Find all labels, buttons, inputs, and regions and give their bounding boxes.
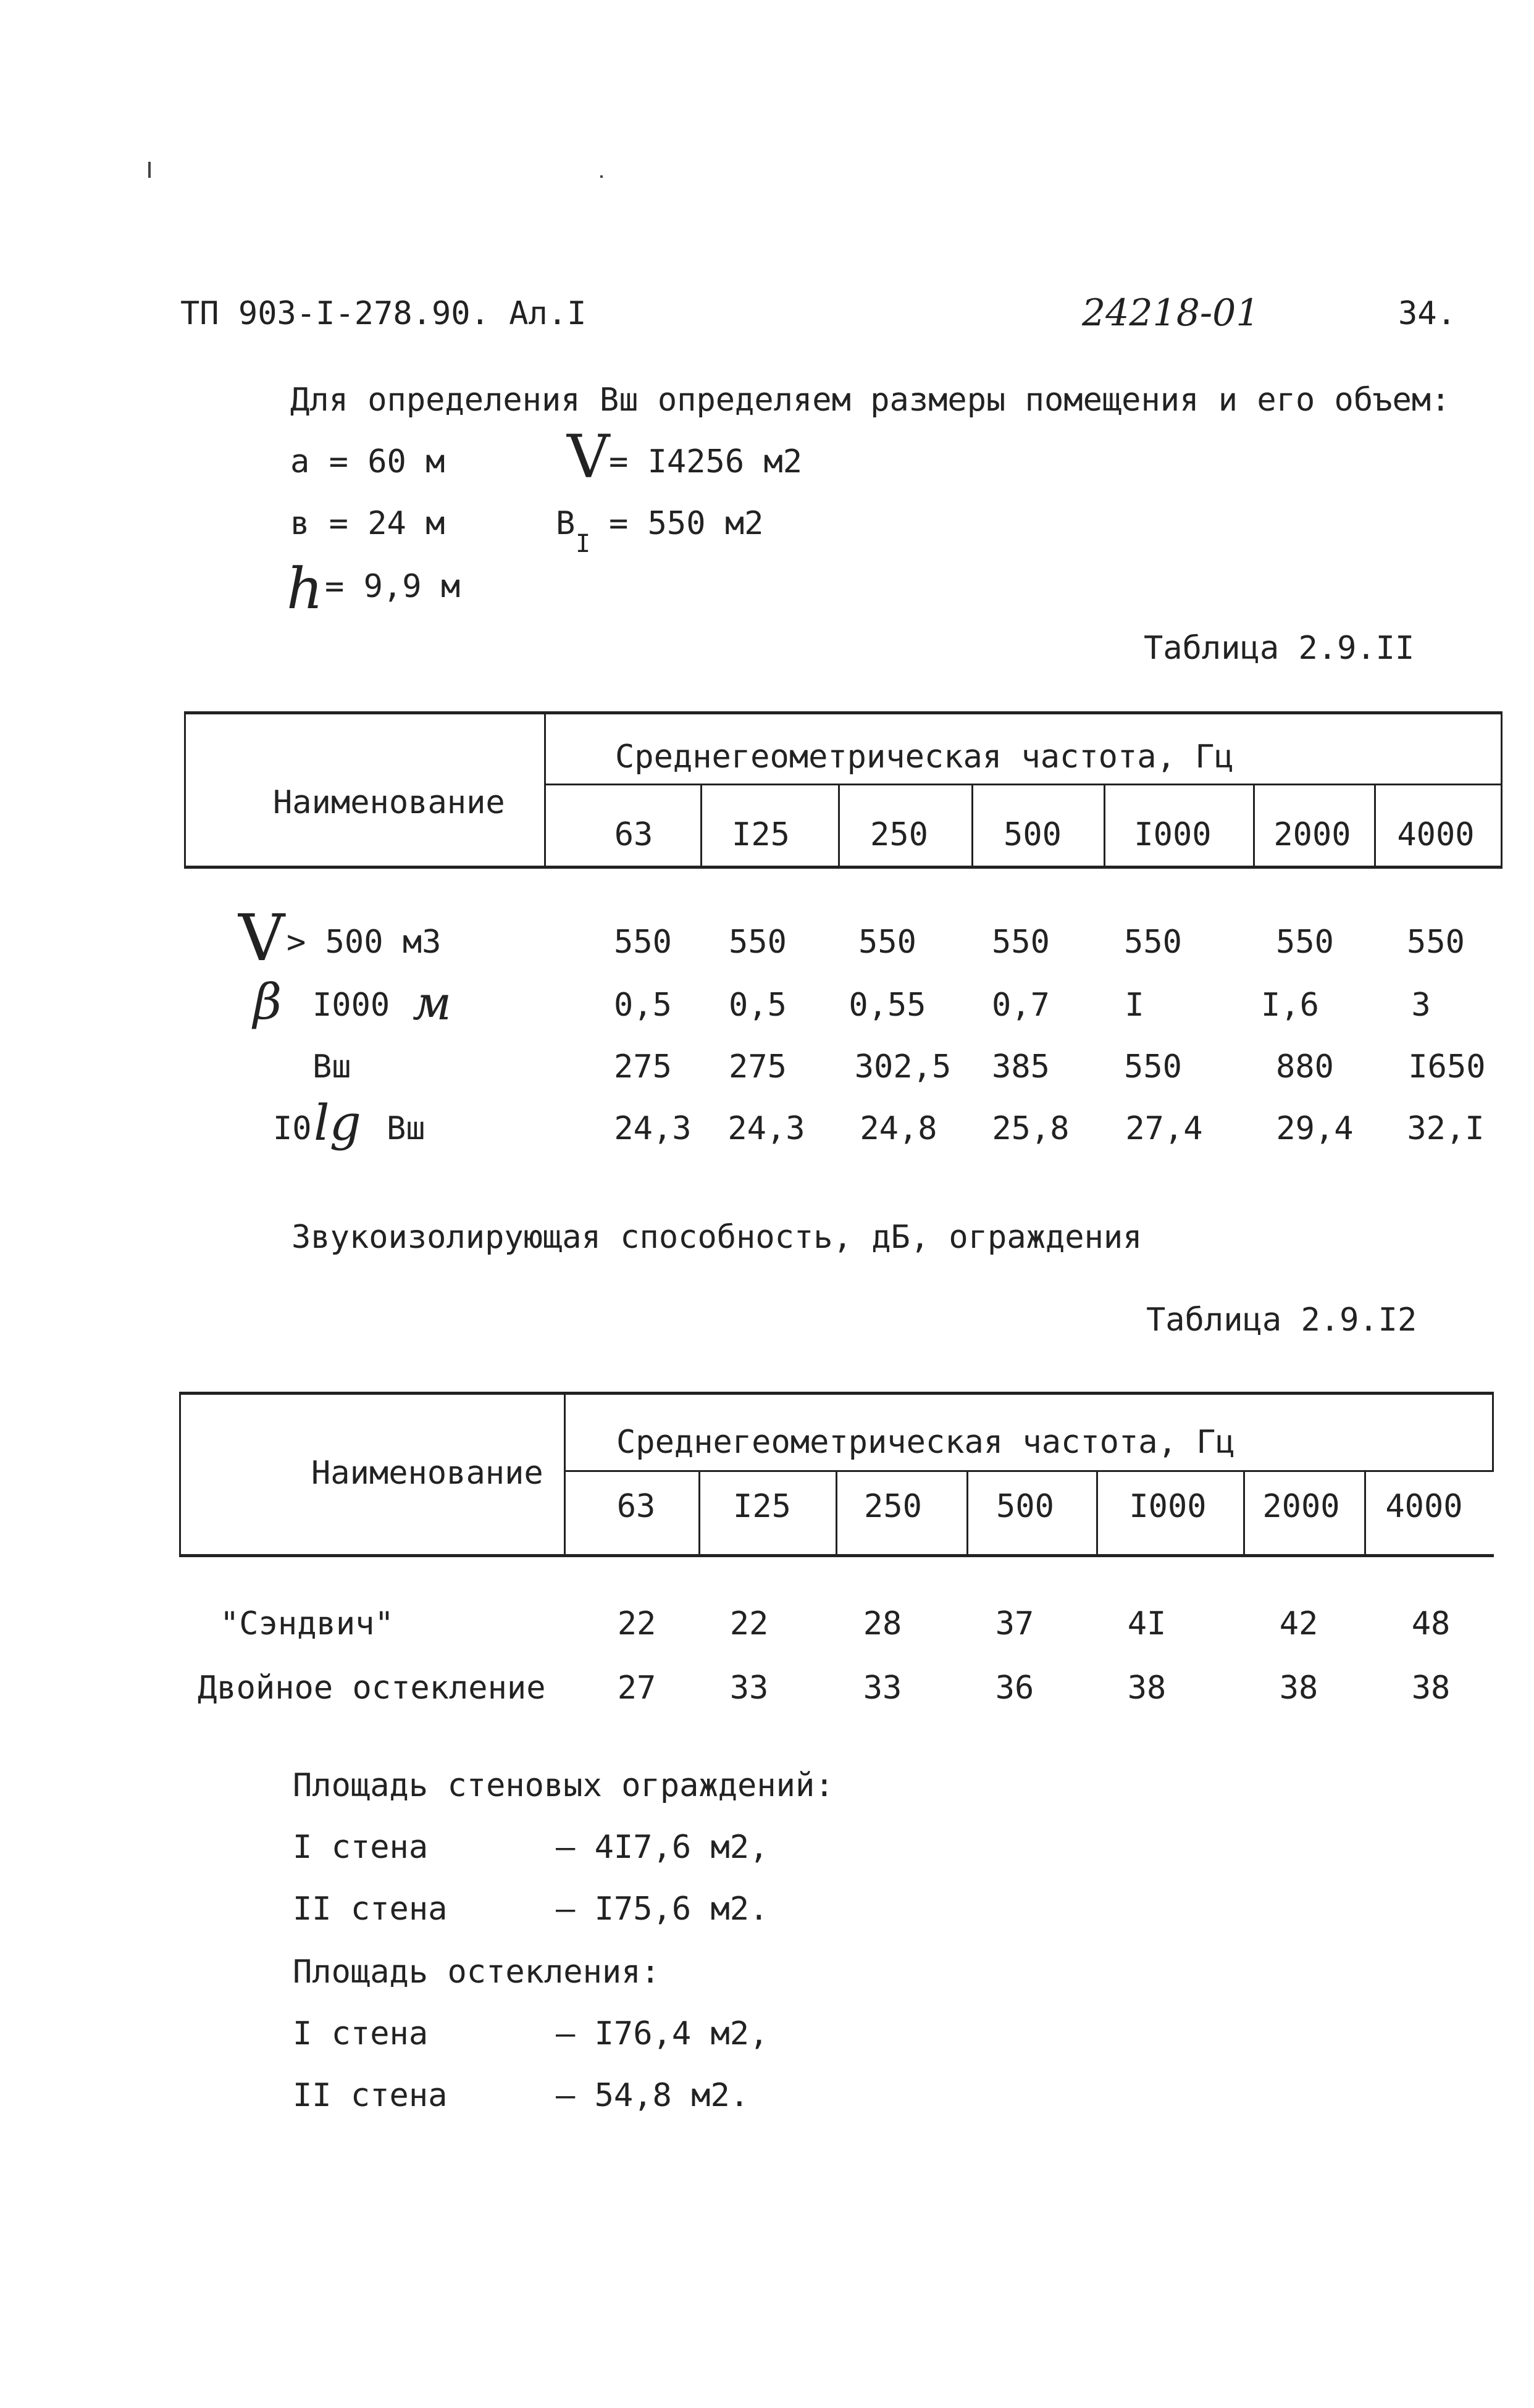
- t2-r2-c1: 27: [617, 1670, 656, 1707]
- table2-col-divider: [564, 1395, 566, 1554]
- param-v-value: = I4256 м2: [609, 443, 803, 480]
- t1-r1-c6: 550: [1276, 924, 1334, 961]
- t2-r2-c3: 33: [863, 1670, 902, 1707]
- scan-speck: [600, 175, 603, 178]
- t1-r2-c5: I: [1125, 987, 1144, 1024]
- table1-row3-label: Вш: [312, 1048, 351, 1085]
- table1-row2-unit: м: [413, 976, 452, 1031]
- section-title: Звукоизолирующая способность, дБ, ограждения: [291, 1219, 1142, 1256]
- table2-freq-divider: [564, 1470, 1494, 1472]
- param-a: а = 60 м: [290, 443, 445, 480]
- t1-r4-c3: 24,8: [860, 1110, 937, 1147]
- doc-code: ТП 903-I-278.90. Ал.I: [180, 295, 587, 332]
- param-b1-symbol: B: [556, 505, 576, 542]
- t1-r1-c2: 550: [729, 924, 787, 961]
- param-h-symbol: h: [287, 556, 324, 622]
- t1-r4-c2: 24,3: [727, 1110, 805, 1147]
- param-v-symbol: V: [567, 422, 610, 491]
- table2-name-header: Наименование: [311, 1455, 543, 1492]
- wall1-label: I стена: [293, 1829, 429, 1866]
- t2-r1-c3: 28: [863, 1605, 902, 1642]
- t2-r1-c4: 37: [995, 1605, 1034, 1642]
- t1-r3-c1: 275: [614, 1048, 672, 1085]
- table1-freq-125: I25: [732, 816, 790, 853]
- glaze1-value: – I76,4 м2,: [556, 2015, 769, 2052]
- wall2-value: – I75,6 м2.: [556, 1891, 769, 1928]
- glaze1-label: I стена: [293, 2015, 429, 2052]
- wall1-value: – 4I7,6 м2,: [556, 1829, 769, 1866]
- t1-r3-c2: 275: [729, 1048, 787, 1085]
- t2-r1-c5: 4I: [1127, 1605, 1167, 1642]
- table1-row4-label: Вш: [387, 1110, 425, 1147]
- table1-freq-500: 500: [1004, 816, 1062, 853]
- table2-freq-4000: 4000: [1385, 1488, 1463, 1525]
- intro-sentence: Для определения Вш определяем размеры помещения и его объем:: [290, 382, 1451, 419]
- t2-r2-c2: 33: [729, 1670, 769, 1707]
- t2-r1-c6: 42: [1279, 1605, 1318, 1642]
- inventory-number: 24218-01: [1082, 291, 1260, 335]
- param-b1-value: = 550 м2: [609, 505, 764, 542]
- t2-r1-c2: 22: [729, 1605, 769, 1642]
- t1-r3-c6: 880: [1276, 1048, 1334, 1085]
- table1-row2-label: I000: [312, 987, 390, 1024]
- param-b1-subscript: I: [576, 530, 591, 558]
- t1-r2-c1: 0,5: [614, 987, 672, 1024]
- table1-caption: Таблица 2.9.II: [1144, 630, 1415, 667]
- glaze2-label: II стена: [293, 2077, 448, 2114]
- table2-freq-63: 63: [616, 1488, 656, 1525]
- table2-freq-header: Среднегеометрическая частота, Гц: [616, 1424, 1235, 1461]
- t1-r2-c4: 0,7: [992, 987, 1050, 1024]
- table2-right-border: [1492, 1395, 1494, 1472]
- wall2-label: II стена: [293, 1891, 448, 1928]
- table2-row2-label: Двойное остекление: [198, 1670, 546, 1707]
- table2-row1-label: "Сэндвич": [220, 1605, 394, 1642]
- table1-col-divider: [544, 714, 546, 866]
- t1-r4-c4: 25,8: [992, 1110, 1070, 1147]
- table2-freq-125: I25: [733, 1488, 791, 1525]
- t1-r2-c2: 0,5: [729, 987, 787, 1024]
- t1-r1-c1: 550: [614, 924, 672, 961]
- t1-r1-c5: 550: [1124, 924, 1182, 961]
- glazing-title: Площадь остекления:: [293, 1954, 660, 1991]
- table1-name-header: Наименование: [273, 784, 505, 821]
- t1-r1-c4: 550: [992, 924, 1050, 961]
- table1-freq-header: Среднегеометрическая частота, Гц: [615, 738, 1234, 775]
- glaze2-value: – 54,8 м2.: [556, 2077, 750, 2114]
- t2-r2-c6: 38: [1279, 1670, 1318, 1707]
- t1-r1-c3: 550: [858, 924, 916, 961]
- t1-r4-c6: 29,4: [1276, 1110, 1354, 1147]
- table1-freq-250: 250: [870, 816, 928, 853]
- t2-r1-c7: 48: [1411, 1605, 1451, 1642]
- t1-r3-c7: I650: [1408, 1048, 1486, 1085]
- table2-freq-500: 500: [996, 1488, 1054, 1525]
- t1-r1-c7: 550: [1407, 924, 1465, 961]
- t2-r2-c4: 36: [995, 1670, 1034, 1707]
- table1-row1-label: > 500 м3: [287, 924, 442, 961]
- t1-r2-c3: 0,55: [849, 987, 926, 1024]
- t1-r3-c5: 550: [1124, 1048, 1182, 1085]
- walls-title: Площадь стеновых ограждений:: [293, 1767, 834, 1804]
- table1-row4-prefix: I0: [273, 1110, 312, 1147]
- table1-row1-symbol: V: [238, 900, 285, 976]
- t1-r3-c3: 302,5: [854, 1048, 952, 1085]
- t1-r4-c7: 32,I: [1407, 1110, 1485, 1147]
- page-number: 34.: [1398, 295, 1456, 332]
- t2-r2-c7: 38: [1411, 1670, 1451, 1707]
- t1-r2-c6: I,6: [1261, 987, 1319, 1024]
- table1-row2-symbol: β: [253, 973, 282, 1031]
- t1-r4-c5: 27,4: [1125, 1110, 1203, 1147]
- table1-freq-2000: 2000: [1273, 816, 1351, 853]
- table2-caption: Таблица 2.9.I2: [1146, 1302, 1417, 1339]
- scan-speck: [148, 162, 151, 178]
- t1-r4-c1: 24,3: [614, 1110, 692, 1147]
- table1-right-border: [1501, 714, 1503, 866]
- table2-freq-1000: I000: [1129, 1488, 1207, 1525]
- t2-r1-c1: 22: [617, 1605, 656, 1642]
- t1-r2-c7: 3: [1411, 987, 1431, 1024]
- table2-freq-250: 250: [864, 1488, 922, 1525]
- t1-r3-c4: 385: [992, 1048, 1050, 1085]
- table1-freq-divider: [544, 784, 1503, 785]
- table1-freq-63: 63: [614, 816, 653, 853]
- table1-row4-lg: lg: [314, 1094, 361, 1152]
- table2-freq-2000: 2000: [1262, 1488, 1340, 1525]
- param-b: в = 24 м: [290, 505, 445, 542]
- param-h-value: = 9,9 м: [325, 568, 461, 605]
- table1-freq-4000: 4000: [1397, 816, 1475, 853]
- table1-freq-1000: I000: [1134, 816, 1212, 853]
- t2-r2-c5: 38: [1127, 1670, 1167, 1707]
